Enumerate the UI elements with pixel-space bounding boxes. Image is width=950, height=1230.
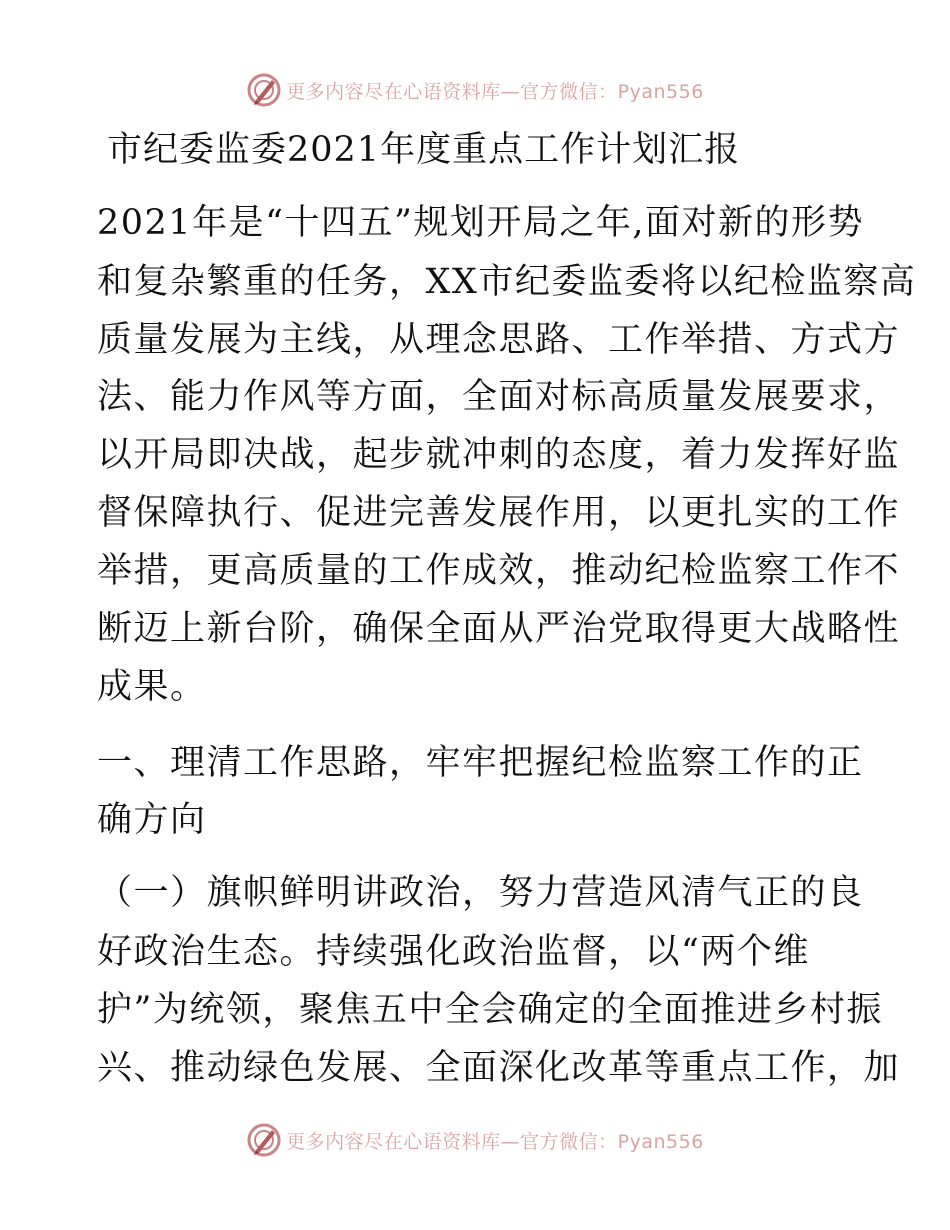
subsection-line: 兴、推动绿色发展、全面深化改革等重点工作，加 (97, 1048, 901, 1088)
watermark-text: 更多内容尽在心语资料库—官方微信：Pyan556 (286, 80, 704, 103)
section-heading-line: 一、理清工作思路，牢牢把握纪检监察工作的正 (97, 743, 864, 783)
document-title: 市纪委监委2021年度重点工作计划汇报 (107, 130, 741, 170)
watermark-text: 更多内容尽在心语资料库—官方微信：Pyan556 (286, 1130, 704, 1153)
subsection-line: （一）旗帜鲜明讲政治，努力营造风清气正的良 (97, 873, 864, 913)
subsection-line: 护”为统领，聚焦五中全会确定的全面推进乡村振 (97, 990, 883, 1030)
paragraph-line: 以开局即决战，起步就冲刺的态度，着力发挥好监 (97, 435, 901, 475)
footer-watermark (0, 1120, 950, 1160)
paragraph-line: 断迈上新台阶，确保全面从严治党取得更大战略性 (97, 609, 901, 649)
paragraph-line: 成果。 (97, 667, 207, 707)
subsection-line: 好政治生态。持续强化政治监督，以“两个维 (97, 932, 810, 972)
header-watermark (0, 70, 950, 110)
paragraph-line: 督保障执行、促进完善发展作用，以更扎实的工作 (97, 493, 901, 533)
paragraph-line: 和复杂繁重的任务，XX市纪委监委将以纪检监察高 (97, 262, 917, 302)
paragraph-line: 质量发展为主线，从理念思路、工作举措、方式方 (97, 320, 901, 360)
paragraph-line: 法、能力作风等方面，全面对标高质量发展要求， (97, 377, 901, 417)
pen-logo-icon (246, 72, 282, 108)
paragraph-line: 2021年是“十四五”规划开局之年,面对新的形势 (97, 203, 864, 243)
pen-logo-icon (246, 1122, 282, 1158)
section-heading-line: 确方向 (97, 800, 207, 840)
paragraph-line: 举措，更高质量的工作成效，推动纪检监察工作不 (97, 551, 901, 591)
